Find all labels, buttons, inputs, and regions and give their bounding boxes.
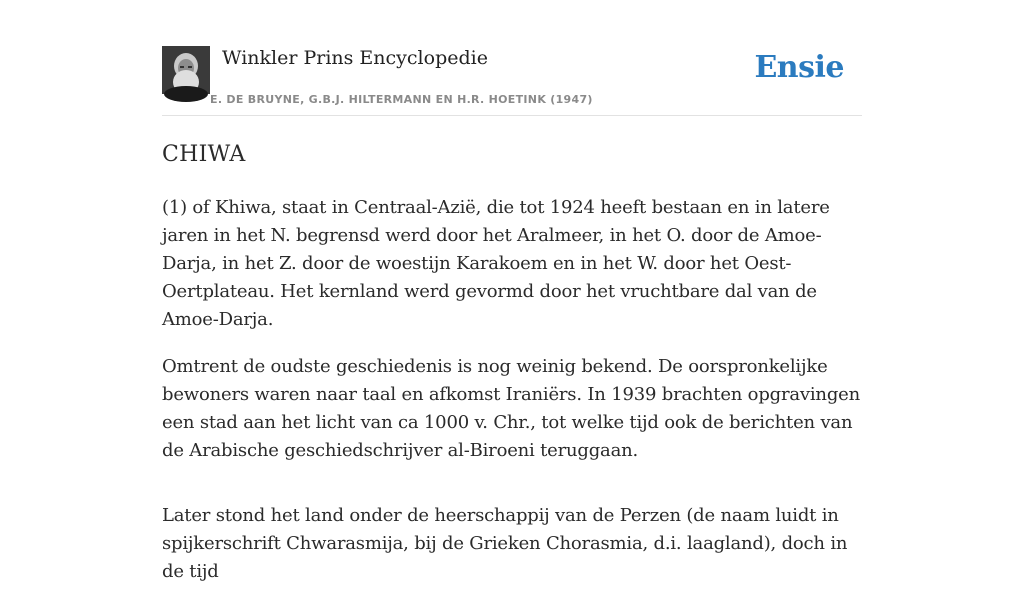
article-title: CHIWA (162, 142, 246, 167)
site-header (162, 46, 862, 116)
article-paragraph-2: Omtrent de oudste geschiedenis is nog weinig bekend. De oorspronkelijke bewoners waren naar taal en afkomst Iraniërs. In 1939 brachten opgravingen een stad aan het licht van ca 1000 v. Chr., tot welke tijd ook de berichten van de Arabische geschiedschrijver al-Biroeni teruggaan. (162, 356, 860, 461)
author-portrait-avatar[interactable] (162, 46, 210, 94)
authors-credit: E. DE BRUYNE, G.B.J. HILTERMANN EN H.R. HOETINK (1947) (210, 93, 593, 106)
brand-logo-link[interactable]: Ensie (754, 50, 844, 85)
article-paragraph-3: Later stond het land onder de heerschappij van de Perzen (de naam luidt in spijkerschrift Chwarasmija, bij de Grieken Chorasmia, d.i. laagland), doch in de tijd (162, 505, 848, 582)
article-content (162, 140, 862, 605)
article-paragraph-1: (1) of Khiwa, staat in Centraal-Azië, die tot 1924 heeft bestaan en in latere jaren in het N. begrensd werd door het Aralmeer, in het O. door de Amoe-Darja, in het Z. door de woestijn Karakoem en in het W. door het Oest-Oertplateau. Het kernland werd gevormd door het vruchtbare dal van de Amoe-Darja. (162, 197, 830, 330)
site-title[interactable]: Winkler Prins Encyclopedie (222, 47, 488, 69)
portrait-image (162, 46, 210, 94)
